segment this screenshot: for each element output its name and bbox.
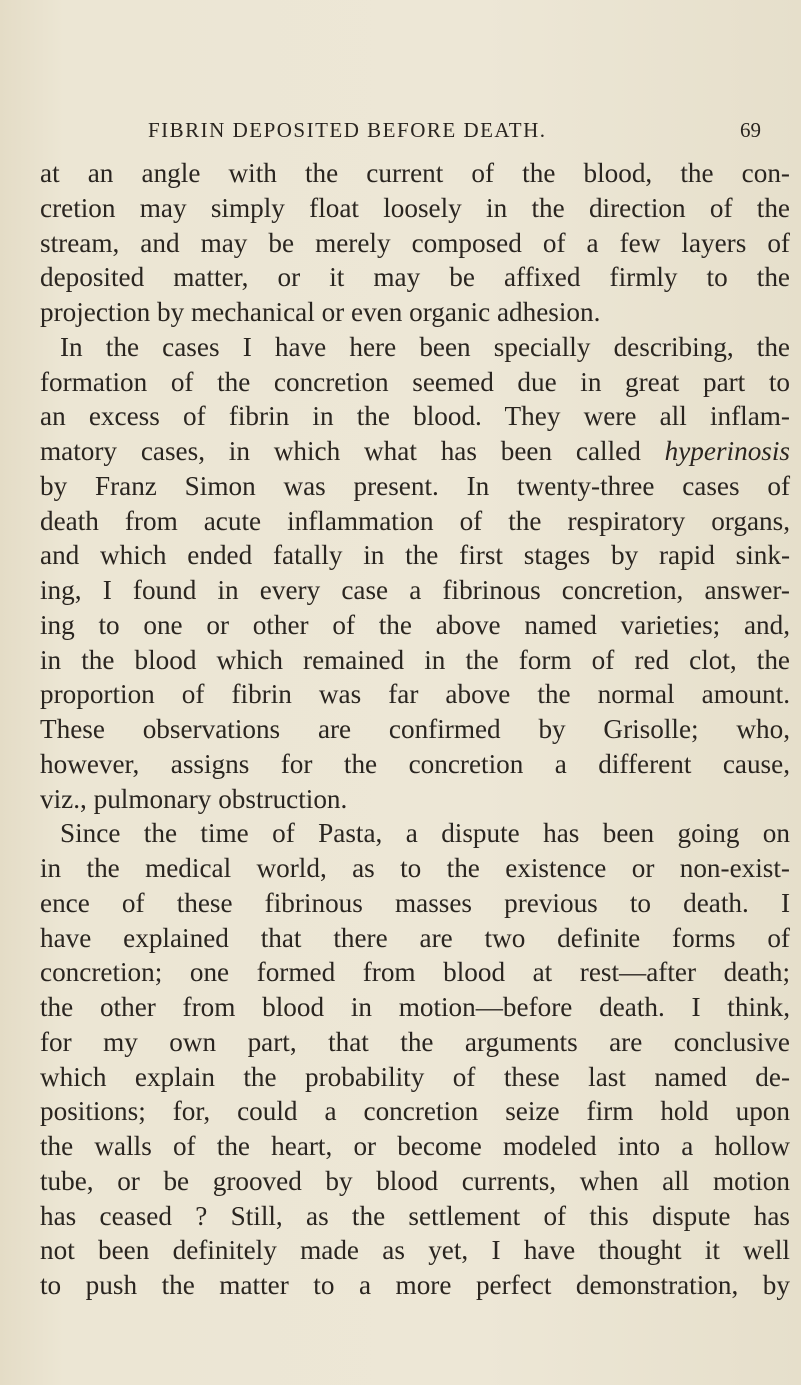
text-line: death from acute inflammation of the respiratory organs, <box>40 505 790 536</box>
text-line: for my own part, that the arguments are conclusive <box>40 1026 790 1057</box>
text-line: concretion; one formed from blood at rest—after death; <box>40 957 790 988</box>
text-line: at an angle with the current of the blood, the con- <box>40 158 790 188</box>
text-line: has ceased ? Still, as the settlement of this dispute has <box>40 1200 790 1231</box>
running-head <box>0 118 801 148</box>
text-line: viz., pulmonary obstruction. <box>40 783 348 814</box>
text-line: stream, and may be merely composed of a few layers of <box>40 227 790 258</box>
text-line: to push the matter to a more perfect demonstration, by <box>40 1270 790 1300</box>
text-line: which explain the probability of these last named de- <box>40 1061 790 1092</box>
text-line: the walls of the heart, or become modeled into a hollow <box>40 1131 790 1161</box>
text-line: ence of these fibrinous masses previous to death. I <box>40 887 790 918</box>
text-line: in the medical world, as to the existence or non-exist- <box>40 853 790 883</box>
text-line: however, assigns for the concretion a different cause, <box>40 748 790 779</box>
running-title: FIBRIN DEPOSITED BEFORE DEATH. <box>148 118 547 142</box>
text-line: In the cases I have here been specially describing, the <box>60 331 790 362</box>
text-line: deposited matter, or it may be affixed firmly to the <box>40 262 790 293</box>
text-line: positions; for, could a concretion seize firm hold upon <box>40 1096 790 1127</box>
italic-term: hyperinosis <box>664 436 790 466</box>
text-line: proportion of fibrin was far above the normal amount. <box>40 679 790 710</box>
text-line: by Franz Simon was present. In twenty-three cases of <box>40 470 790 501</box>
text-line: the other from blood in motion—before death. I think, <box>40 992 790 1022</box>
text-line: ing, I found in every case a fibrinous concretion, answer- <box>40 575 790 605</box>
text-line: tube, or be grooved by blood currents, when all motion <box>40 1165 790 1196</box>
text-line: cretion may simply float loosely in the direction of the <box>40 192 790 223</box>
text-line: in the blood which remained in the form of red clot, the <box>40 644 790 675</box>
text-line: an excess of fibrin in the blood. They were all inflam- <box>40 401 790 432</box>
text-line: These observations are confirmed by Grisolle; who, <box>40 714 790 744</box>
text-line: and which ended fatally in the first stages by rapid sink- <box>40 540 790 571</box>
text-line: Since the time of Pasta, a dispute has been going on <box>60 818 790 849</box>
text-line: projection by mechanical or even organic adhesion. <box>40 297 601 327</box>
text-line: ing to one or other of the above named varieties; and, <box>40 609 790 640</box>
text-line: have explained that there are two definite forms of <box>40 922 790 953</box>
text-line: matory cases, in which what has been called hyperinosis <box>40 436 790 466</box>
page-number: 69 <box>740 118 761 142</box>
body-text <box>40 156 790 1303</box>
text-line: formation of the concretion seemed due in great part to <box>40 366 790 397</box>
text-line: not been definitely made as yet, I have thought it well <box>40 1235 790 1266</box>
